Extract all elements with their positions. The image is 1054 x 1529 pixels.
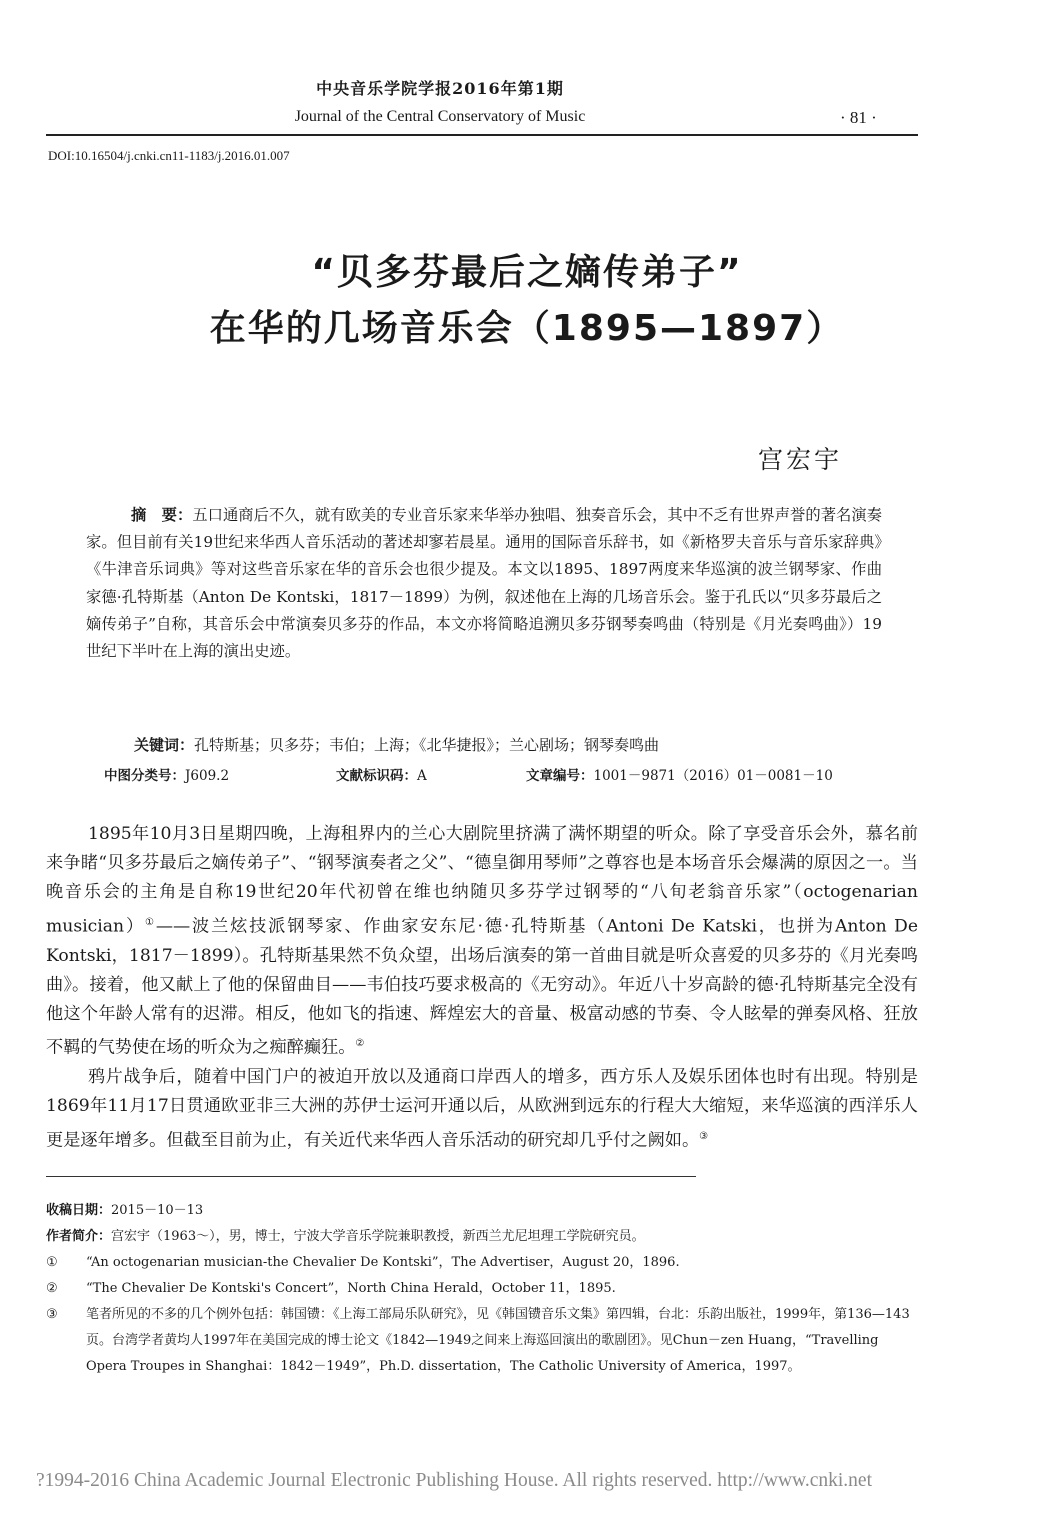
received-label: 收稿日期： — [46, 1203, 112, 1218]
footnote-2-mark: ② — [46, 1281, 58, 1296]
header-rule — [46, 134, 918, 136]
footnote-3-mark: ③ — [46, 1307, 58, 1322]
paragraph-2 — [46, 1063, 918, 1155]
article-number-label: 文章编号： — [526, 768, 594, 784]
paragraph-2-text: 鸦片战争后，随着中国门户的被迫开放以及通商口岸西人的增多，西方乐人及娱乐团体也时有出现。特别是1869年11月17日贯通欧亚非三大洲的苏伊士运河开通以后，从欧洲到远东的行程大大缩短，来华巡演的西洋乐人更是逐年增多。但截至目前为止，有关近代来华西人音乐活动的研究却几乎付之阙如。 — [46, 1067, 918, 1151]
received-date — [46, 1198, 918, 1224]
footnote-1 — [46, 1250, 918, 1276]
received-value: 2015－10－13 — [111, 1203, 204, 1218]
abstract-label: 摘 要： — [131, 506, 193, 524]
footnote-3-text: 笔者所见的不多的几个例外包括：韩国镄：《上海工部局乐队研究》，见《韩国镄音乐文集》第四辑，台北：乐韵出版社，1999年，第136—143页。台湾学者黄均人1997年在美国完成的博士论文《1842—1949之间来上海巡回演出的歌剧团》。见Chun－zen Huang，“Travelling Opera Troupes in Shanghai：1842－1949”，Ph.D. dissertation，The Catholic University of America，1997。 — [86, 1307, 910, 1374]
keywords — [134, 734, 659, 755]
keywords-text: 孔特斯基；贝多芬；韦伯；上海；《北华捷报》；兰心剧场；钢琴奏鸣曲 — [194, 736, 660, 754]
footnote-ref-3: ③ — [699, 1130, 709, 1142]
author-name: 宫宏宇 — [758, 445, 843, 474]
doi: DOI:10.16504/j.cnki.cn11-1183/j.2016.01.007 — [48, 148, 290, 163]
keywords-label: 关键词： — [134, 736, 195, 754]
footnote-3 — [46, 1302, 918, 1380]
footnotes — [46, 1198, 918, 1380]
journal-title-en: Journal of the Central Conservatory of Music — [294, 108, 586, 125]
footnote-1-text: “An octogenarian musician-the Chevalier De Kontski”，The Advertiser，August 20，1896. — [86, 1255, 680, 1270]
article-title-line2: 在华的几场音乐会（1895—1897） — [209, 308, 845, 349]
footnote-ref-2: ② — [355, 1038, 365, 1050]
clc-label: 中图分类号： — [104, 768, 185, 784]
footnote-ref-1: ① — [145, 916, 156, 928]
author-bio — [46, 1224, 918, 1250]
paragraph-1-part-a: 1895年10月3日星期四晚，上海租界内的兰心大剧院里挤满了满怀期望的听众。除了享受音乐会外，慕名前来争睹“贝多芬最后之嫡传弟子”、“钢琴演奏者之父”、“德皇御用琴师”之尊容也是本场音乐会爆满的原因之一。当晚音乐会的主角是自称19世纪20年代初曾在维也纳随贝多芬学过钢琴的“八旬老翁音乐家”（octogenarian musician） — [46, 824, 918, 937]
copyright-footer: ?1994-2016 China Academic Journal Electronic Publishing House. All rights reserved. http://www.cnki.net — [36, 1470, 872, 1491]
paragraph-1 — [46, 820, 918, 1063]
paragraph-1-part-b: ——波兰炫技派钢琴家、作曲家安东尼·德·孔特斯基（Antoni De Katski，也拼为Anton De Kontski，1817－1899）。孔特斯基果然不负众望，出场后演奏的第一首曲目就是听众喜爱的贝多芬的《月光奏鸣曲》。接着，他又献上了他的保留曲目——韦伯技巧要求极高的《无穷动》。年近八十岁高龄的德·孔特斯基完全没有他这个年龄人常有的迟滞。相反，他如飞的指速、辉煌宏大的音量、极富动感的节奏、令人眩晕的弹奏风格、狂放不羁的气势使在场的听众为之痴醉癫狂。 — [46, 916, 919, 1058]
document-code — [336, 764, 427, 784]
footnote-2 — [46, 1276, 918, 1302]
clc-number — [104, 764, 229, 784]
abstract — [86, 502, 882, 665]
footnote-rule — [46, 1176, 696, 1177]
doc-code-label: 文献标识码： — [336, 768, 417, 784]
footnote-2-text: “The Chevalier De Kontski's Concert”，North China Herald，October 11，1895. — [86, 1281, 616, 1296]
body-text — [46, 820, 918, 1155]
article-number — [526, 764, 833, 784]
doc-code-value: A — [417, 768, 427, 784]
page-number: · 81 · — [840, 108, 877, 127]
article-number-value: 1001－9871（2016）01－0081－10 — [593, 768, 833, 784]
journal-title-cn: 中央音乐学院学报2016年第1期 — [316, 79, 564, 98]
footnote-1-mark: ① — [46, 1255, 58, 1270]
article-title-line1: “贝多芬最后之嫡传弟子” — [311, 252, 743, 293]
clc-value: J609.2 — [185, 768, 230, 784]
abstract-text: 五口通商后不久，就有欧美的专业音乐家来华举办独唱、独奏音乐会，其中不乏有世界声誉的著名演奏家。但目前有关19世纪来华西人音乐活动的著述却寥若晨星。通用的国际音乐辞书，如《新格罗夫音乐与音乐家辞典》《牛津音乐词典》等对这些音乐家在华的音乐会也很少提及。本文以1895、1897两度来华巡演的波兰钢琴家、作曲家德·孔特斯基（Anton De Kontski，1817－1899）为例，叙述他在上海的几场音乐会。鉴于孔氏以“贝多芬最后之嫡传弟子”自称，其音乐会中常演奏贝多芬的作品，本文亦将简略追溯贝多芬钢琴奏鸣曲（特别是《月光奏鸣曲》）19世纪下半叶在上海的演出史迹。 — [86, 506, 882, 661]
bio-label: 作者简介： — [46, 1229, 112, 1244]
bio-value: 宫宏宇（1963～），男，博士，宁波大学音乐学院兼职教授，新西兰尤尼坦理工学院研究员。 — [111, 1229, 645, 1244]
